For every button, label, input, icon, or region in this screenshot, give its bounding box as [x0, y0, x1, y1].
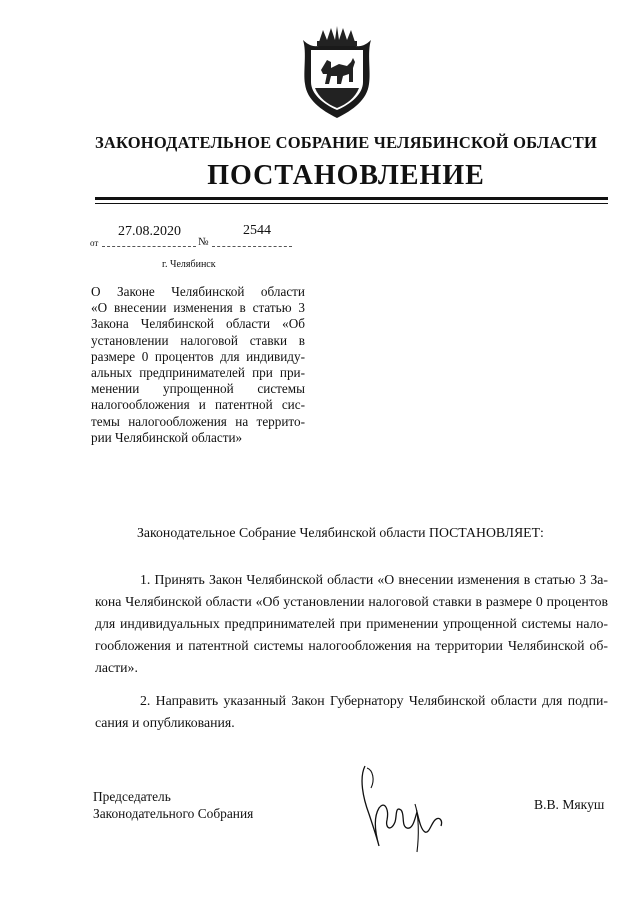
- signatory-title-line: Председатель: [93, 789, 171, 804]
- subject-line: Закона Челябинской области «Об: [91, 316, 305, 332]
- organization-title: ЗАКОНОДАТЕЛЬНОЕ СОБРАНИЕ ЧЕЛЯБИНСКОЙ ОБЛАСТИ: [94, 133, 598, 152]
- coat-of-arms-emblem: [297, 22, 377, 122]
- document-number: 2544: [243, 223, 271, 238]
- paragraph-line: для индивидуальных предпринимателей при применении упрощенной системы нало-: [95, 616, 608, 631]
- subject-block: [91, 284, 305, 446]
- paragraph-line: 2. Направить указанный Закон Губернатору Челябинской области для подпи-: [140, 693, 608, 708]
- point-1-paragraph: [95, 569, 608, 679]
- subject-line: темы налогообложения на террито-: [91, 413, 305, 429]
- subject-line: альных предпринимателей при при-: [91, 365, 305, 381]
- paragraph-line: гообложения и патентной системы налогообложения на территории Челябинской об-: [95, 638, 608, 653]
- date-prefix: от: [90, 238, 99, 248]
- signatory-name: В.В. Мякуш: [534, 797, 605, 812]
- city-label: г. Челябинск: [162, 259, 216, 270]
- header-rule-thin: [95, 203, 608, 204]
- subject-line: размере 0 процентов для индивиду-: [91, 348, 305, 364]
- signatory-title-line: Законодательного Собрания: [93, 806, 254, 821]
- subject-line: рии Челябинской области»: [91, 429, 243, 445]
- point-2-paragraph: [95, 690, 608, 734]
- signatory-title: [93, 788, 253, 822]
- resolves-statement: Законодательное Собрание Челябинской области ПОСТАНОВЛЯЕТ:: [137, 525, 544, 540]
- subject-line: О Законе Челябинской области: [91, 284, 305, 299]
- paragraph-line: кона Челябинской области «Об установлении налоговой ставки в размере 0 процентов: [95, 594, 608, 609]
- paragraph-line: 1. Принять Закон Челябинской области «О внесении изменения в статью 3 За-: [140, 572, 608, 587]
- subject-line: менении упрощенной системы: [91, 381, 305, 397]
- document-date: 27.08.2020: [118, 224, 181, 239]
- paragraph-line: ласти».: [95, 660, 138, 675]
- header-rule-thick: [95, 197, 608, 200]
- handwritten-signature: [355, 758, 455, 858]
- number-underline: [212, 246, 292, 247]
- subject-line: налогообложения и патентной сис-: [91, 397, 305, 413]
- subject-line: установлении налоговой ставки в: [91, 332, 305, 348]
- paragraph-line: сания и опубликования.: [95, 715, 235, 730]
- document-type-title: ПОСТАНОВЛЕНИЕ: [207, 160, 485, 191]
- subject-line: «О внесении изменения в статью 3: [91, 300, 305, 316]
- number-prefix: №: [198, 236, 209, 248]
- date-underline: [102, 246, 196, 247]
